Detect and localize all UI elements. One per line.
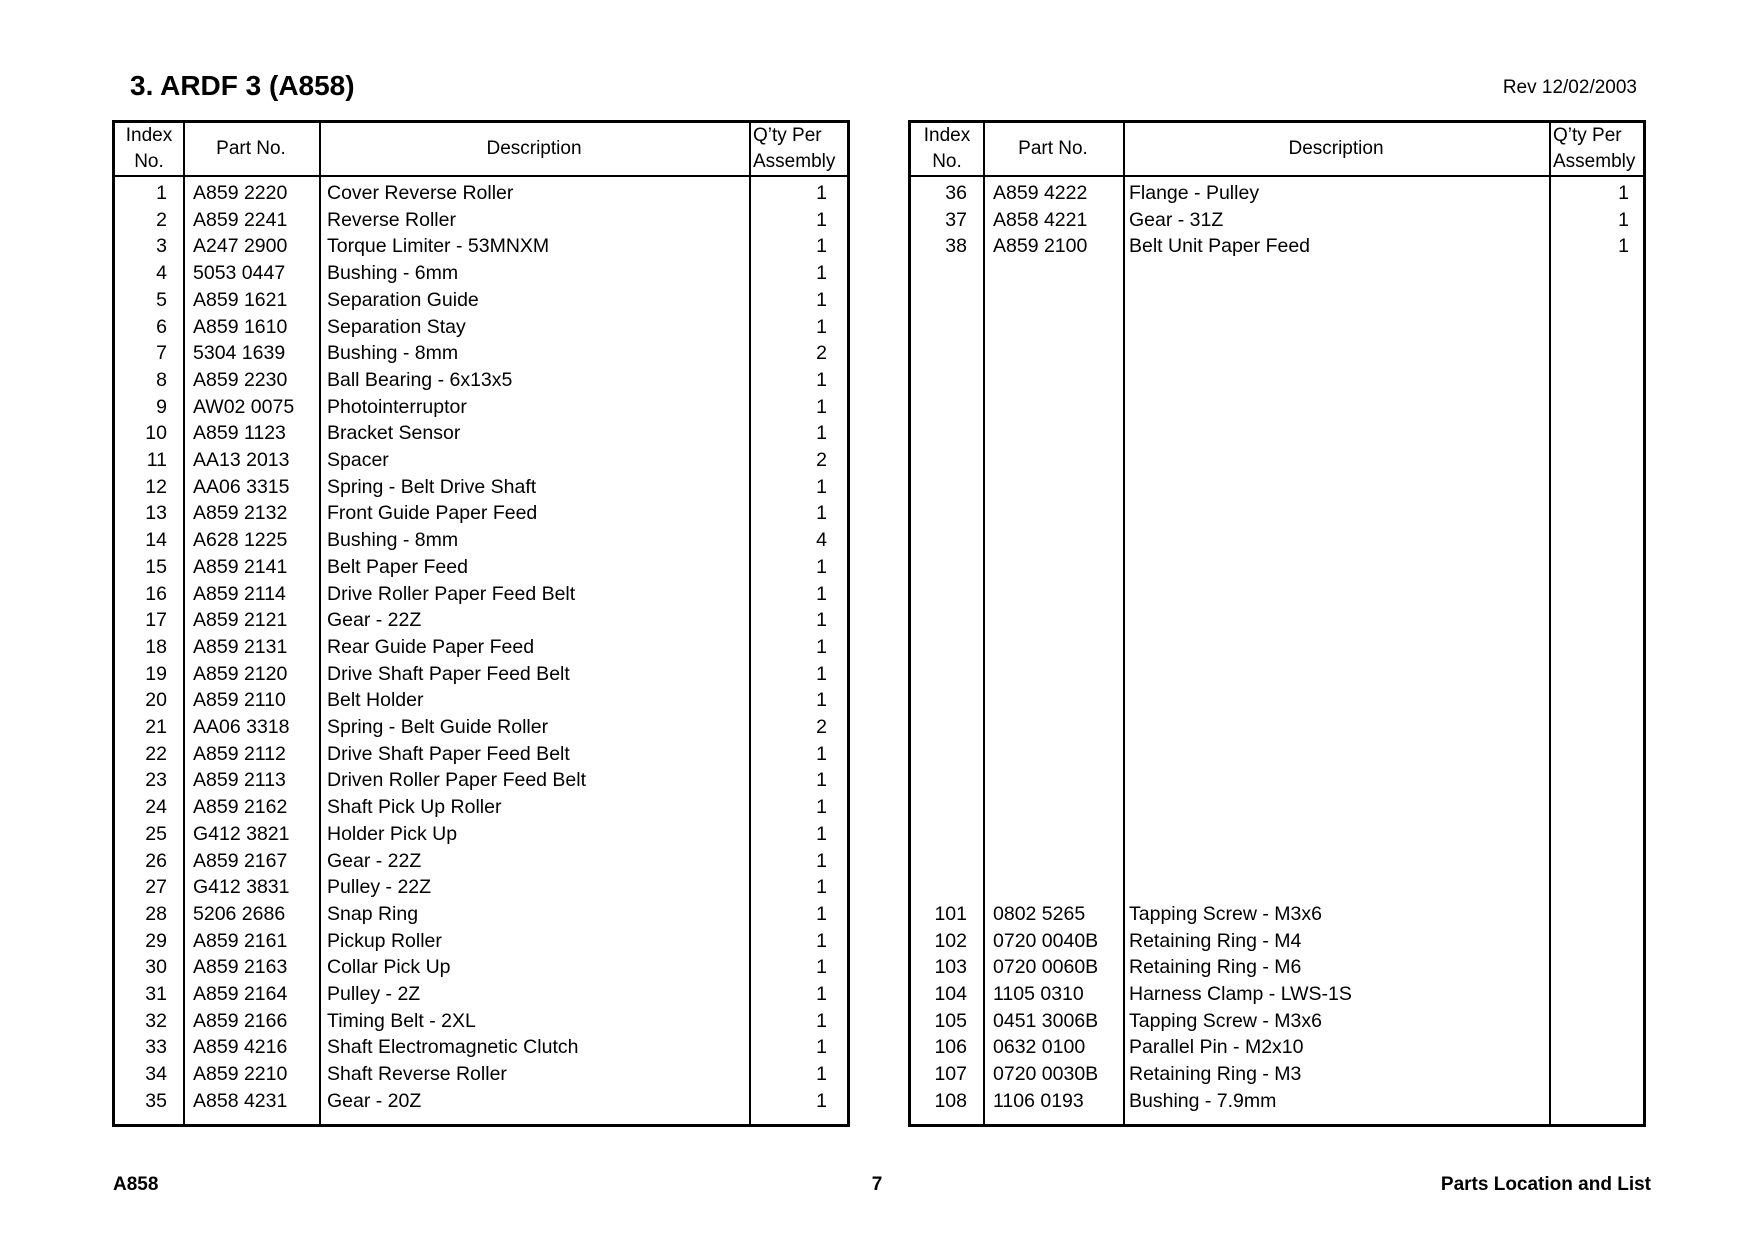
table-row <box>115 1034 847 1061</box>
index-cell: 105 <box>934 1009 967 1032</box>
part-number-cell: A859 1621 <box>193 288 288 311</box>
part-number-cell: 5053 0447 <box>193 262 286 285</box>
index-cell: 6 <box>156 315 167 338</box>
part-number-cell: A859 2161 <box>193 929 288 952</box>
description-cell: Belt Holder <box>327 689 424 712</box>
table-row <box>115 207 847 234</box>
description-cell: Drive Roller Paper Feed Belt <box>327 582 576 605</box>
header-part-no: Part No. <box>1018 138 1088 159</box>
qty-cell: 1 <box>816 262 827 285</box>
description-cell: Bushing - 8mm <box>327 342 459 365</box>
index-cell: 36 <box>945 182 967 204</box>
part-number-cell: 5206 2686 <box>193 902 286 925</box>
qty-cell: 1 <box>816 929 827 952</box>
index-cell: 18 <box>145 635 167 658</box>
part-number-cell: A859 2110 <box>193 689 286 712</box>
table-row <box>911 1008 1643 1035</box>
part-number-cell: 0802 5265 <box>993 902 1086 925</box>
description-cell: Tapping Screw - M3x6 <box>1129 902 1322 925</box>
index-cell: 21 <box>145 716 167 738</box>
qty-cell: 1 <box>816 475 827 498</box>
description-cell: Harness Clamp - LWS-1S <box>1129 983 1352 1005</box>
index-cell: 101 <box>934 902 967 925</box>
part-number-cell: A859 2241 <box>193 208 288 231</box>
part-number-cell: 5304 1639 <box>193 342 286 365</box>
revision-date: Rev 12/02/2003 <box>1502 77 1637 98</box>
qty-cell: 2 <box>816 342 827 365</box>
index-cell: 7 <box>156 342 167 365</box>
table-row <box>911 981 1643 1008</box>
index-cell: 2 <box>156 208 167 231</box>
page-title: 3. ARDF 3 (A858) <box>130 70 355 101</box>
part-number-cell: A859 2163 <box>193 956 288 979</box>
table-row <box>115 874 847 901</box>
index-cell: 23 <box>145 769 167 792</box>
index-cell: 33 <box>145 1036 167 1059</box>
part-number-cell: A859 2141 <box>193 555 288 578</box>
description-cell: Spacer <box>327 449 389 471</box>
qty-cell: 1 <box>816 742 827 765</box>
qty-cell: 1 <box>816 1036 827 1059</box>
qty-cell: 1 <box>1618 208 1629 231</box>
table-row <box>115 767 847 794</box>
description-cell: Retaining Ring - M4 <box>1129 929 1302 952</box>
qty-cell: 1 <box>816 769 827 792</box>
part-number-cell: A859 2131 <box>193 635 288 658</box>
index-cell: 103 <box>934 956 967 979</box>
index-cell: 8 <box>156 368 167 391</box>
table-row <box>911 207 1643 234</box>
table-row <box>115 741 847 768</box>
qty-cell: 1 <box>1618 182 1629 204</box>
index-cell: 9 <box>156 395 167 418</box>
qty-cell: 1 <box>816 422 827 445</box>
part-number-cell: A859 1123 <box>193 422 286 445</box>
index-cell: 30 <box>145 956 167 979</box>
part-number-cell: A858 4231 <box>193 1089 288 1112</box>
description-cell: Gear - 20Z <box>327 1089 422 1112</box>
description-cell: Driven Roller Paper Feed Belt <box>327 769 587 792</box>
table-row <box>911 928 1643 955</box>
part-number-cell: 0720 0040B <box>993 929 1099 952</box>
header-part-no: Part No. <box>216 138 286 159</box>
index-cell: 10 <box>145 422 167 445</box>
table-row <box>115 1088 847 1115</box>
description-cell: Separation Guide <box>327 288 479 311</box>
index-cell: 107 <box>934 1063 967 1086</box>
index-cell: 4 <box>156 262 167 285</box>
qty-cell: 1 <box>816 902 827 925</box>
qty-cell: 1 <box>816 1063 827 1086</box>
table-row <box>115 233 847 260</box>
index-cell: 108 <box>934 1089 967 1112</box>
table-row <box>115 687 847 714</box>
table-header <box>115 123 847 177</box>
description-cell: Bracket Sensor <box>327 422 461 445</box>
table-row <box>911 1034 1643 1061</box>
index-cell: 3 <box>156 235 167 258</box>
qty-cell: 1 <box>816 395 827 418</box>
part-number-cell: A859 2113 <box>193 769 286 792</box>
qty-cell: 1 <box>1618 235 1629 258</box>
qty-cell: 1 <box>816 635 827 658</box>
qty-cell: 1 <box>816 502 827 525</box>
qty-cell: 1 <box>816 288 827 311</box>
parts-table-left <box>112 120 850 1127</box>
table-row <box>115 394 847 421</box>
part-number-cell: AA06 3315 <box>193 475 290 498</box>
part-number-cell: A859 2166 <box>193 1009 288 1032</box>
footer-model: A858 <box>113 1174 159 1195</box>
part-number-cell: 1105 0310 <box>993 983 1084 1005</box>
description-cell: Belt Paper Feed <box>327 555 468 578</box>
description-cell: Bushing - 7.9mm <box>1129 1089 1277 1112</box>
qty-cell: 2 <box>816 449 827 471</box>
qty-cell: 1 <box>816 662 827 685</box>
table-row <box>115 661 847 688</box>
description-cell: Bushing - 8mm <box>327 529 459 552</box>
part-number-cell: A859 2162 <box>193 796 288 819</box>
index-cell: 5 <box>156 288 167 311</box>
part-number-cell: A859 2167 <box>193 849 288 872</box>
index-cell: 38 <box>945 235 967 258</box>
table-row <box>115 634 847 661</box>
description-cell: Gear - 31Z <box>1129 208 1224 231</box>
part-number-cell: AA06 3318 <box>193 716 290 738</box>
table-row <box>115 554 847 581</box>
qty-cell: 1 <box>816 235 827 258</box>
part-number-cell: A859 2112 <box>193 742 286 765</box>
part-number-cell: A859 2121 <box>193 609 288 632</box>
index-cell: 106 <box>934 1036 967 1059</box>
description-cell: Reverse Roller <box>327 208 456 231</box>
description-cell: Belt Unit Paper Feed <box>1129 235 1311 258</box>
description-cell: Photointerruptor <box>327 395 467 418</box>
table-row <box>115 260 847 287</box>
qty-cell: 1 <box>816 582 827 605</box>
table-row <box>911 1061 1643 1088</box>
index-cell: 17 <box>145 609 167 632</box>
table-row <box>115 581 847 608</box>
description-cell: Collar Pick Up <box>327 956 451 979</box>
description-cell: Rear Guide Paper Feed <box>327 635 535 658</box>
header-qty: Q’ty Per Assembly <box>1553 125 1636 172</box>
table-row <box>115 447 847 474</box>
header-qty: Q’ty Per Assembly <box>753 125 836 172</box>
description-cell: Flange - Pulley <box>1129 182 1260 204</box>
table-row <box>115 1061 847 1088</box>
qty-cell: 1 <box>816 208 827 231</box>
part-number-cell: A859 2120 <box>193 662 288 685</box>
description-cell: Gear - 22Z <box>327 609 422 632</box>
part-number-cell: A859 4222 <box>993 182 1088 204</box>
table-row <box>115 821 847 848</box>
description-cell: Pickup Roller <box>327 929 442 952</box>
table-row <box>115 500 847 527</box>
table-row <box>115 287 847 314</box>
index-cell: 102 <box>934 929 967 952</box>
description-cell: Holder Pick Up <box>327 822 458 845</box>
description-cell: Timing Belt - 2XL <box>327 1009 476 1032</box>
index-cell: 34 <box>145 1063 167 1086</box>
part-number-cell: A859 4216 <box>193 1036 288 1059</box>
part-number-cell: A859 2100 <box>993 235 1088 258</box>
table-row <box>911 1088 1643 1115</box>
description-cell: Drive Shaft Paper Feed Belt <box>327 662 570 685</box>
part-number-cell: G412 3821 <box>193 822 290 845</box>
description-cell: Cover Reverse Roller <box>327 182 514 204</box>
qty-cell: 1 <box>816 555 827 578</box>
qty-cell: 1 <box>816 849 827 872</box>
index-cell: 15 <box>145 555 167 578</box>
part-number-cell: 1106 0193 <box>993 1089 1084 1112</box>
qty-cell: 4 <box>816 529 827 552</box>
qty-cell: 1 <box>816 689 827 712</box>
header-description: Description <box>486 138 582 159</box>
index-cell: 35 <box>145 1089 167 1112</box>
table-row <box>115 314 847 341</box>
table-row <box>115 954 847 981</box>
part-number-cell: 0632 0100 <box>993 1036 1086 1059</box>
index-cell: 25 <box>145 822 167 845</box>
index-cell: 13 <box>145 502 167 525</box>
description-cell: Retaining Ring - M3 <box>1129 1063 1302 1086</box>
table-row <box>115 607 847 634</box>
index-cell: 19 <box>145 662 167 685</box>
description-cell: Pulley - 22Z <box>327 876 432 899</box>
part-number-cell: 0720 0060B <box>993 956 1099 979</box>
header-description: Description <box>1288 138 1384 159</box>
parts-table-right <box>908 120 1646 1127</box>
table-row <box>115 474 847 501</box>
description-cell: Pulley - 2Z <box>327 983 421 1005</box>
table-row <box>115 420 847 447</box>
description-cell: Drive Shaft Paper Feed Belt <box>327 742 570 765</box>
part-number-cell: A859 1610 <box>193 315 288 338</box>
qty-cell: 1 <box>816 1089 827 1112</box>
qty-cell: 1 <box>816 876 827 899</box>
index-cell: 11 <box>146 449 167 471</box>
index-cell: 28 <box>145 902 167 925</box>
part-number-cell: A859 2230 <box>193 368 288 391</box>
description-cell: Retaining Ring - M6 <box>1129 956 1302 979</box>
part-number-cell: G412 3831 <box>193 876 290 899</box>
table-row <box>115 928 847 955</box>
description-cell: Ball Bearing - 6x13x5 <box>327 368 513 391</box>
index-cell: 24 <box>145 796 167 819</box>
table-row <box>115 180 847 207</box>
qty-cell: 1 <box>816 1009 827 1032</box>
index-cell: 14 <box>145 529 167 552</box>
qty-cell: 1 <box>816 822 827 845</box>
table-row <box>911 901 1643 928</box>
part-number-cell: A859 2114 <box>193 582 286 605</box>
table-header <box>911 123 1643 177</box>
part-number-cell: A247 2900 <box>193 235 288 258</box>
part-number-cell: A859 2132 <box>193 502 288 525</box>
index-cell: 32 <box>145 1009 167 1032</box>
description-cell: Shaft Reverse Roller <box>327 1063 507 1086</box>
index-cell: 22 <box>145 742 167 765</box>
index-cell: 26 <box>145 849 167 872</box>
qty-cell: 1 <box>816 983 827 1005</box>
table-row <box>115 367 847 394</box>
part-number-cell: A859 2210 <box>193 1063 288 1086</box>
table-row <box>911 180 1643 207</box>
table-row <box>115 794 847 821</box>
table-row <box>115 527 847 554</box>
table-row <box>115 714 847 741</box>
table-row <box>115 340 847 367</box>
part-number-cell: AA13 2013 <box>193 449 290 471</box>
qty-cell: 1 <box>816 796 827 819</box>
qty-cell: 1 <box>816 956 827 979</box>
header-index: Index No. <box>125 125 173 172</box>
part-number-cell: AW02 0075 <box>193 395 295 418</box>
description-cell: Spring - Belt Guide Roller <box>327 716 549 738</box>
index-cell: 29 <box>145 929 167 952</box>
part-number-cell: 0451 3006B <box>993 1009 1099 1032</box>
description-cell: Spring - Belt Drive Shaft <box>327 475 537 498</box>
part-number-cell: A858 4221 <box>993 208 1088 231</box>
table-row <box>115 981 847 1008</box>
table-row <box>911 954 1643 981</box>
description-cell: Parallel Pin - M2x10 <box>1129 1036 1304 1059</box>
table-row <box>115 1008 847 1035</box>
description-cell: Shaft Electromagnetic Clutch <box>327 1036 579 1059</box>
table-row <box>115 901 847 928</box>
part-number-cell: A859 2220 <box>193 182 288 204</box>
header-index: Index No. <box>923 125 971 172</box>
description-cell: Tapping Screw - M3x6 <box>1129 1009 1322 1032</box>
description-cell: Separation Stay <box>327 315 466 338</box>
index-cell: 27 <box>145 876 167 899</box>
description-cell: Front Guide Paper Feed <box>327 502 538 525</box>
part-number-cell: 0720 0030B <box>993 1063 1099 1086</box>
qty-cell: 1 <box>816 315 827 338</box>
qty-cell: 2 <box>816 716 827 738</box>
description-cell: Snap Ring <box>327 902 419 925</box>
table-row <box>115 848 847 875</box>
index-cell: 37 <box>945 208 967 231</box>
index-cell: 104 <box>934 983 967 1005</box>
qty-cell: 1 <box>816 182 827 204</box>
index-cell: 16 <box>145 582 167 605</box>
part-number-cell: A628 1225 <box>193 529 288 552</box>
index-cell: 12 <box>145 475 167 498</box>
description-cell: Shaft Pick Up Roller <box>327 796 502 819</box>
description-cell: Bushing - 6mm <box>327 262 459 285</box>
qty-cell: 1 <box>816 609 827 632</box>
index-cell: 20 <box>145 689 167 712</box>
page-number: 7 <box>871 1174 883 1195</box>
table-row <box>911 233 1643 260</box>
index-cell: 31 <box>145 983 167 1005</box>
description-cell: Gear - 22Z <box>327 849 422 872</box>
index-cell: 1 <box>156 182 167 204</box>
part-number-cell: A859 2164 <box>193 983 288 1005</box>
footer-section: Parts Location and List <box>1440 1174 1651 1195</box>
description-cell: Torque Limiter - 53MNXM <box>327 235 550 258</box>
qty-cell: 1 <box>816 368 827 391</box>
